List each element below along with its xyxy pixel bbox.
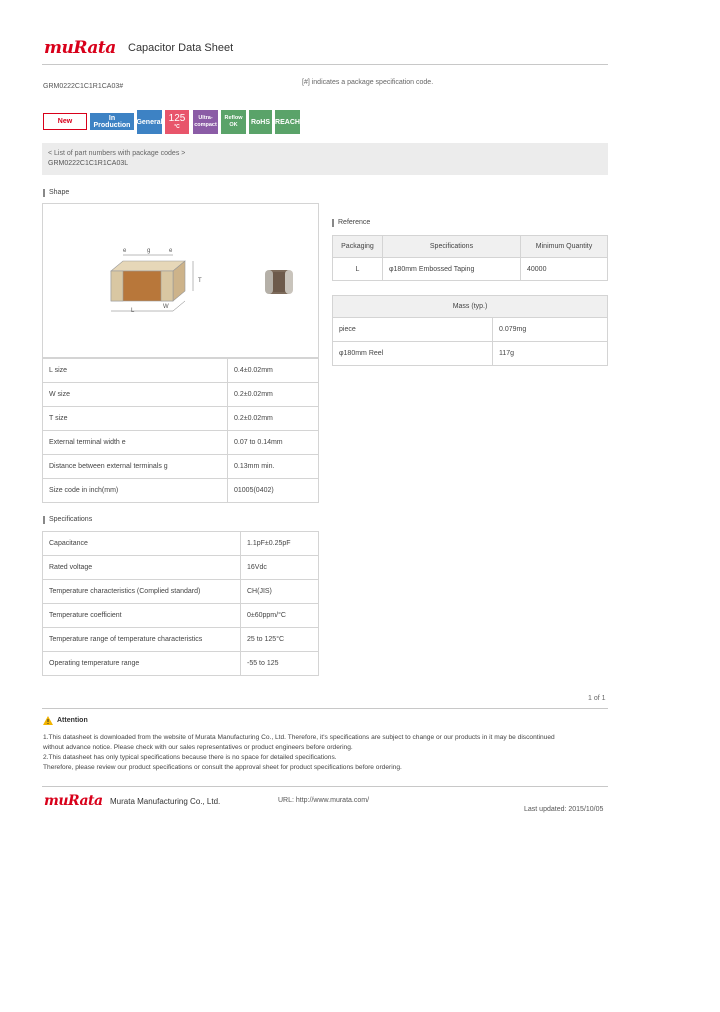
table-row [43, 479, 319, 503]
header-rule [42, 64, 608, 65]
shape-dimension-table [42, 358, 319, 503]
murata-logo: muRata [44, 38, 116, 58]
table-row [43, 431, 319, 455]
page-title: Capacitor Data Sheet [128, 42, 234, 54]
package-part-number: GRM0222C1C1R1CA03L [48, 160, 129, 167]
spec-label: Temperature range of temperature characteristics [43, 628, 241, 652]
spec-label: Capacitance [43, 532, 241, 556]
attention-line: 1.This datasheet is downloaded from the website of Murata Manufacturing Co., Ltd. Therefore, it's specifications are subject to change or our products in it may be discontinued [43, 734, 555, 741]
dim-label: W size [43, 383, 228, 407]
packaging-qty: 40000 [521, 258, 608, 281]
mass-label: φ180mm Reel [333, 342, 493, 366]
spec-value: 16Vdc [241, 556, 319, 580]
badge-general: General [137, 110, 162, 134]
dim-label: Distance between external terminals g [43, 455, 228, 479]
table-row [333, 258, 608, 281]
table-row [43, 407, 319, 431]
table-row [43, 455, 319, 479]
col-minimum-quantity: Minimum Quantity [521, 236, 608, 258]
dim-label: External terminal width e [43, 431, 228, 455]
spec-value: 25 to 125°C [241, 628, 319, 652]
spec-label: Operating temperature range [43, 652, 241, 676]
shape-diagram-box [42, 203, 319, 358]
table-row [43, 580, 319, 604]
packaging-spec: φ180mm Embossed Taping [383, 258, 521, 281]
part-number: GRM0222C1C1R1CA03# [43, 83, 124, 90]
package-list-heading: < List of part numbers with package codes > [48, 150, 186, 157]
reference-section-title: Reference [332, 219, 370, 227]
badge-ultra-compact: Ultra-compact [193, 110, 218, 134]
attention-text [43, 733, 613, 773]
table-row [43, 359, 319, 383]
table-row [43, 532, 319, 556]
mass-value: 0.079mg [493, 318, 608, 342]
badge-reach: REACH [275, 110, 300, 134]
badge-in-production: In Production [90, 113, 134, 130]
mass-title: Mass (typ.) [333, 296, 608, 318]
spec-label: Temperature coefficient [43, 604, 241, 628]
dim-value: 0.07 to 0.14mm [228, 431, 319, 455]
warning-icon [43, 716, 53, 725]
package-code-box [42, 143, 608, 175]
footer-rule [42, 786, 608, 787]
footer-murata-logo: muRata [44, 793, 103, 809]
last-updated: Last updated: 2015/10/05 [524, 806, 604, 813]
dim-value: 0.2±0.02mm [228, 407, 319, 431]
attention-line: without advance notice. Please check with our sales representatives or product engineers before ordering. [43, 744, 353, 751]
specifications-table [42, 531, 319, 676]
badge-new: New [43, 113, 87, 130]
dim-value: 01005(0402) [228, 479, 319, 503]
table-row [43, 628, 319, 652]
col-specifications: Specifications [383, 236, 521, 258]
attention-heading: Attention [43, 716, 88, 725]
spec-label: Rated voltage [43, 556, 241, 580]
spec-label: Temperature characteristics (Complied standard) [43, 580, 241, 604]
dim-label-w: W [163, 304, 169, 310]
shape-section-title: Shape [43, 189, 69, 197]
dim-label: L size [43, 359, 228, 383]
spec-value: -55 to 125 [241, 652, 319, 676]
reference-table [332, 235, 608, 281]
dim-label: T size [43, 407, 228, 431]
dim-label-e-right: e [169, 248, 173, 254]
packaging-code: L [333, 258, 383, 281]
page-number: 1 of 1 [588, 695, 606, 702]
dim-label-l: L [131, 308, 135, 314]
mass-table [332, 295, 608, 366]
footer-url[interactable]: URL: http://www.murata.com/ [278, 797, 370, 804]
badge-temp-125: 125 °C [165, 110, 189, 134]
chip-photo [259, 264, 299, 300]
attention-rule [42, 708, 608, 709]
specifications-section-title: Specifications [43, 516, 92, 524]
spec-value: 1.1pF±0.25pF [241, 532, 319, 556]
chip-dimension-diagram [93, 249, 243, 339]
col-packaging: Packaging [333, 236, 383, 258]
badge-reflow-ok: Reflow OK [221, 110, 246, 134]
dim-label: Size code in inch(mm) [43, 479, 228, 503]
table-row [43, 383, 319, 407]
table-row [43, 604, 319, 628]
dim-label-e-left: e [123, 248, 127, 254]
dim-label-g: g [147, 248, 151, 254]
table-row [333, 342, 608, 366]
badge-rohs: RoHS [249, 110, 272, 134]
mass-label: piece [333, 318, 493, 342]
dim-value: 0.4±0.02mm [228, 359, 319, 383]
attention-line: 2.This datasheet has only typical specifications because there is no space for detailed specifications. [43, 754, 337, 761]
dim-label-t: T [198, 278, 202, 284]
attention-line: Therefore, please review our product specifications or consult the approval sheet for product specifications before ordering. [43, 764, 402, 771]
dim-value: 0.2±0.02mm [228, 383, 319, 407]
footer-company-name: Murata Manufacturing Co., Ltd. [110, 797, 221, 806]
table-row [333, 318, 608, 342]
table-row [43, 556, 319, 580]
table-header-row [333, 236, 608, 258]
spec-value: CH(JIS) [241, 580, 319, 604]
table-row [43, 652, 319, 676]
spec-value: 0±60ppm/°C [241, 604, 319, 628]
package-code-note: [#] indicates a package specification code. [302, 79, 434, 86]
mass-value: 117g [493, 342, 608, 366]
table-header-row [333, 296, 608, 318]
dim-value: 0.13mm min. [228, 455, 319, 479]
